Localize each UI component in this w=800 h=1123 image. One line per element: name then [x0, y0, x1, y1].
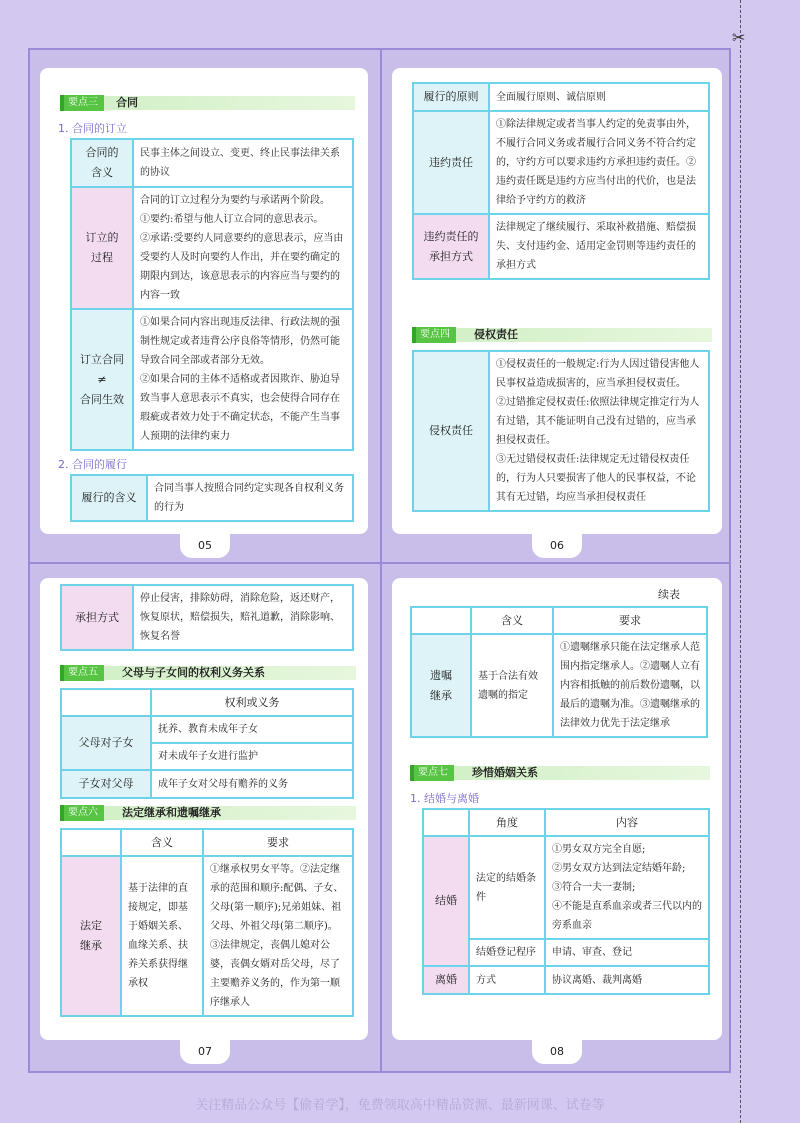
section-title: 合同 [116, 96, 138, 109]
table-row [413, 83, 709, 111]
row-content: ①男女双方完全自愿; ②男女双方达到法定结婚年龄; ③符合一夫一妻制; ④不能是直系血亲或者三代以内的旁系血亲 [545, 836, 709, 939]
table-row [413, 111, 709, 214]
breach-table [412, 82, 710, 280]
table-header-row [411, 607, 707, 634]
table-row [71, 309, 353, 450]
header-content: 内容 [545, 809, 709, 836]
section-tag: 要点六 [60, 805, 104, 821]
header-meaning: 含义 [121, 829, 203, 856]
row-head: 父母对子女 [61, 716, 151, 770]
row-angle: 结婚登记程序 [469, 939, 545, 966]
section-header [412, 328, 712, 342]
table-row [423, 966, 709, 994]
parent-child-table [60, 688, 354, 799]
row-head: 订立的 过程 [71, 187, 133, 309]
row-head: 承担方式 [61, 585, 133, 650]
row-head: 遗嘱 继承 [411, 634, 471, 737]
row-head: 违约责任的 承担方式 [413, 214, 489, 279]
contract-performance-table [70, 474, 354, 522]
row-text: 全面履行原则、诚信原则 [489, 83, 709, 111]
row-text: 停止侵害，排除妨碍，消除危险，返还财产，恢复原状，赔偿损失，赔礼道歉，消除影响、恢复名誉 [133, 585, 353, 650]
row-head: 法定 继承 [61, 856, 121, 1016]
scissors-icon: ✂ [732, 28, 746, 47]
tort-table [412, 350, 710, 512]
row-item: 对未成年子女进行监护 [151, 743, 353, 770]
row-head: 订立合同 ≠ 合同生效 [71, 309, 133, 450]
row-head: 离婚 [423, 966, 469, 994]
contract-formation-table [70, 138, 354, 451]
row-item: 抚养、教育未成年子女 [151, 716, 353, 743]
footer-watermark: 关注精品公众号【偷着学】，免费领取高中精品资源、最新网课、试卷等 [195, 1098, 605, 1113]
row-angle: 法定的结婚条件 [469, 836, 545, 939]
table-row [61, 585, 353, 650]
cut-line [740, 0, 741, 1123]
booklet-sheet [28, 48, 731, 1073]
header-requirement: 要求 [203, 829, 353, 856]
row-content: 申请、审查、登记 [545, 939, 709, 966]
section-header [60, 806, 356, 820]
page-number: 05 [180, 534, 230, 558]
page-05 [40, 68, 368, 534]
row-text: 法律规定了继续履行、采取补救措施、赔偿损失、支付违约金、适用定金罚则等违约责任的承担方式 [489, 214, 709, 279]
section-header [60, 96, 355, 110]
table-row [61, 856, 353, 1016]
row-meaning: 基于合法有效遗嘱的指定 [471, 634, 553, 737]
row-text: ①侵权责任的一般规定:行为人因过错侵害他人民事权益造成损害的，应当承担侵权责任。 ②过错推定侵权责任:依照法律规定推定行为人有过错，其不能证明自己没有过错的，应当承担侵权责任。 ③无过错侵权责任:法律规定无过错侵权责任的，行为人只要损害了他人的民事权益，不论其有无过错，均应当承担侵权责任 [489, 351, 709, 511]
header-blank [61, 829, 121, 856]
horizontal-divider [30, 562, 729, 564]
table-row [413, 214, 709, 279]
row-head: 子女对父母 [61, 770, 151, 798]
header-blank [61, 689, 151, 716]
page-number: 08 [532, 1040, 582, 1064]
header-blank [423, 809, 469, 836]
header-blank [411, 607, 471, 634]
row-head: 侵权责任 [413, 351, 489, 511]
table-row [71, 475, 353, 521]
page-number: 07 [180, 1040, 230, 1064]
subheading: 1. 合同的订立 [58, 122, 127, 135]
row-requirement: ①遗嘱继承只能在法定继承人范围内指定继承人。②遗嘱人立有内容相抵触的前后数份遗嘱，以最后的遗嘱为准。③遗嘱继承的法律效力优先于法定继承 [553, 634, 707, 737]
liability-method-table [60, 584, 354, 651]
header-meaning: 含义 [471, 607, 553, 634]
table-header-row [423, 809, 709, 836]
row-head: 履行的含义 [71, 475, 147, 521]
table-row [71, 187, 353, 309]
page-06 [392, 68, 722, 534]
vertical-divider [380, 50, 382, 1071]
table-row [413, 351, 709, 511]
row-text: 合同当事人按照合同约定实现各自权利义务的行为 [147, 475, 353, 521]
row-angle: 方式 [469, 966, 545, 994]
header-angle: 角度 [469, 809, 545, 836]
statutory-inheritance-table [60, 828, 354, 1017]
row-text: 民事主体之间设立、变更、终止民事法律关系的协议 [133, 139, 353, 187]
row-head: 合同的 含义 [71, 139, 133, 187]
row-head: 违约责任 [413, 111, 489, 214]
table-header-row [61, 689, 353, 716]
section-header [410, 766, 710, 780]
subheading: 1. 结婚与离婚 [410, 792, 479, 805]
row-requirement: ①继承权男女平等。②法定继承的范围和顺序:配偶、子女、父母(第一顺序);兄弟姐妹、祖父母、外祖父母(第二顺序)。③法律规定，丧偶儿媳对公婆，丧偶女婿对岳父母，尽了主要赡养义务的，作为第一顺序继承人 [203, 856, 353, 1016]
table-row [71, 139, 353, 187]
row-meaning: 基于法律的直接规定，即基于婚姻关系、血缘关系、扶养关系获得继承权 [121, 856, 203, 1016]
row-text: ①除法律规定或者当事人约定的免责事由外，不履行合同义务或者履行合同义务不符合约定的，守约方可以要求违约方承担违约责任。②违约责任既是违约方应当付出的代价，也是法律给予守约方的救济 [489, 111, 709, 214]
continued-label: 续表 [658, 588, 680, 601]
section-tag: 要点四 [412, 327, 456, 343]
section-title: 法定继承和遗嘱继承 [122, 806, 221, 819]
section-tag: 要点五 [60, 665, 104, 681]
row-text: 合同的订立过程分为要约与承诺两个阶段。 ①要约:希望与他人订立合同的意思表示。 ②承诺:受要约人同意要约的意思表示，应当由受要约人及时向要约人作出，并在要约确定的期限内到达，该意思表示的内容应当与要约的内容一致 [133, 187, 353, 309]
table-row [423, 836, 709, 939]
will-inheritance-table [410, 606, 708, 738]
section-tag: 要点三 [60, 95, 104, 111]
header-rights: 权利或义务 [151, 689, 353, 716]
row-head: 履行的原则 [413, 83, 489, 111]
page-number: 06 [532, 534, 582, 558]
row-head: 结婚 [423, 836, 469, 966]
table-row [61, 716, 353, 743]
table-header-row [61, 829, 353, 856]
section-title: 父母与子女间的权利义务关系 [122, 666, 265, 679]
table-row [61, 770, 353, 798]
row-content: 协议离婚、裁判离婚 [545, 966, 709, 994]
table-row [411, 634, 707, 737]
row-text: ①如果合同内容出现违反法律、行政法规的强制性规定或者违背公序良俗等情形，仍然可能导致合同全部或者部分无效。 ②如果合同的主体不适格或者因欺诈、胁迫导致当事人意思表示不真实，也会使得合同存在瑕疵或者效力处于不确定状态，不能产生当事人预期的法律约束力 [133, 309, 353, 450]
header-requirement: 要求 [553, 607, 707, 634]
subheading: 2. 合同的履行 [58, 458, 127, 471]
section-title: 侵权责任 [474, 328, 518, 341]
page-07 [40, 578, 368, 1040]
page-08 [392, 578, 722, 1040]
section-header [60, 666, 356, 680]
marriage-table [422, 808, 710, 995]
section-title: 珍惜婚姻关系 [472, 766, 538, 779]
section-tag: 要点七 [410, 765, 454, 781]
row-item: 成年子女对父母有赡养的义务 [151, 770, 353, 798]
